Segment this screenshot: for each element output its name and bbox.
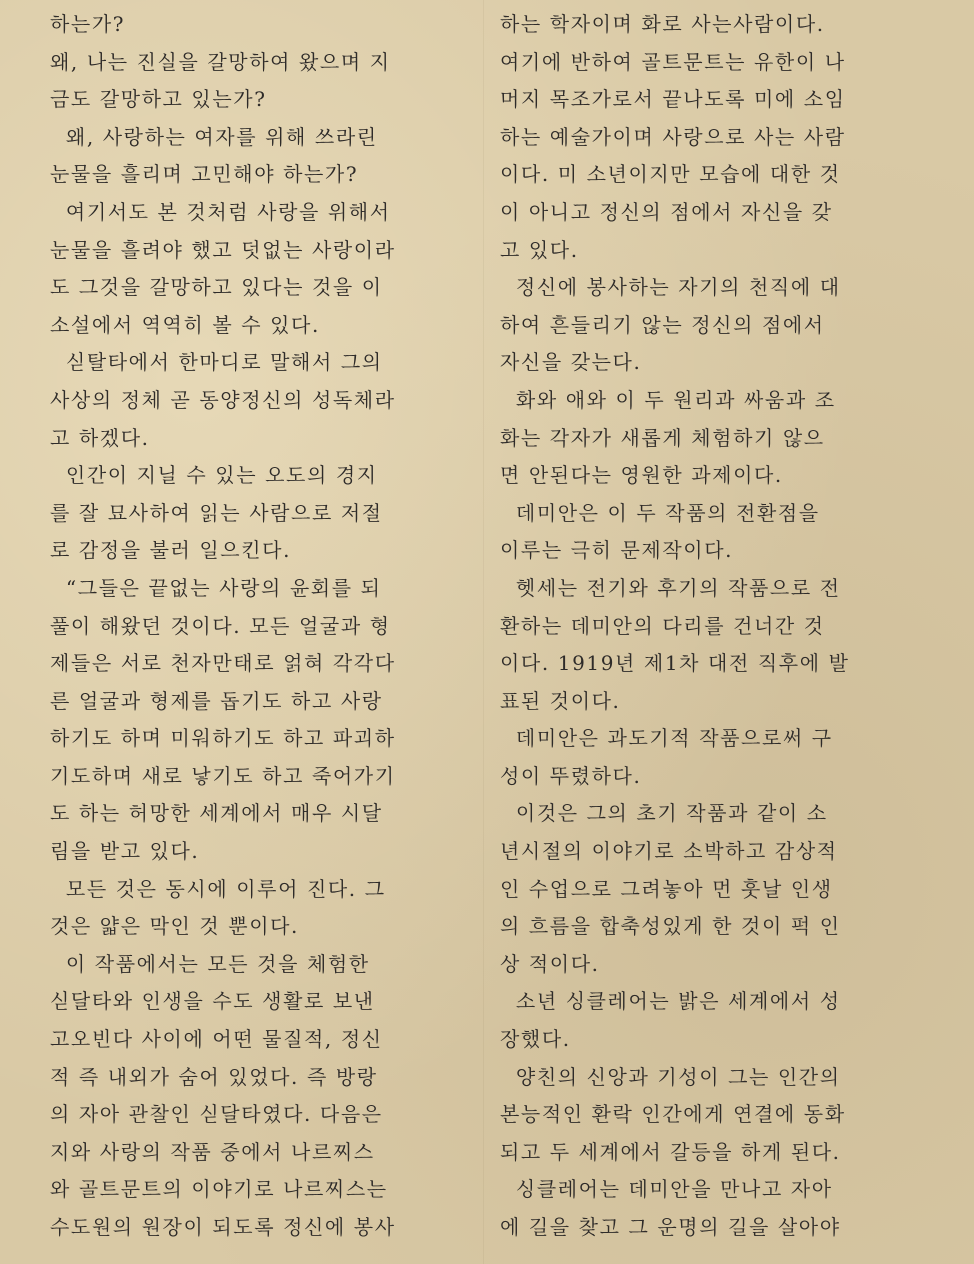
text-line: 이다. 미 소년이지만 모습에 대한 것 [500, 162, 841, 187]
text-line: 이루는 극히 문제작이다. [500, 538, 734, 563]
text-line: 여기서도 본 것처럼 사랑을 위해서 [50, 199, 391, 224]
text-line: 년시절의 이야기로 소박하고 감상적 [500, 839, 838, 864]
text-line: 데미안은 과도기적 작품으로써 구 [500, 726, 833, 751]
text-line: 면 안된다는 영원한 과제이다. [500, 463, 783, 488]
text-line: 표된 것이다. [500, 688, 621, 713]
text-line: 소년 싱클레어는 밝은 세계에서 성 [500, 989, 841, 1014]
text-line: 하여 흔들리기 않는 정신의 점에서 [500, 312, 825, 337]
text-line: 싱클레어는 데미안을 만나고 자아 [500, 1177, 833, 1202]
text-line: 이 아니고 정신의 점에서 자신을 갖 [500, 199, 833, 224]
text-line: 상 적이다. [500, 951, 600, 976]
text-line: 림을 받고 있다. [50, 839, 200, 864]
text-line: 하기도 하며 미워하기도 하고 파괴하 [50, 726, 396, 751]
text-line: 를 잘 묘사하여 읽는 사람으로 저절 [50, 500, 383, 525]
text-line: 눈물을 흘리며 고민해야 하는가? [50, 162, 359, 187]
text-line: 모든 것은 동시에 이루어 진다. 그 [50, 876, 386, 901]
text-line: 헷세는 전기와 후기의 작품으로 전 [500, 575, 841, 600]
text-line: 본능적인 환락 인간에게 연결에 동화 [500, 1102, 846, 1127]
text-line: 도 그것을 갈망하고 있다는 것을 이 [50, 275, 383, 300]
text-line: 로 감정을 불러 일으킨다. [50, 538, 292, 563]
text-line: 고 있다. [500, 237, 579, 262]
text-line: 환하는 데미안의 다리를 건너간 것 [500, 613, 825, 638]
text-line: 이 작품에서는 모든 것을 체험한 [50, 951, 370, 976]
text-line: 데미안은 이 두 작품의 전환점을 [500, 500, 820, 525]
column-gutter [483, 0, 484, 1264]
text-line: 양친의 신앙과 기성이 그는 인간의 [500, 1064, 841, 1089]
text-line: 의 흐름을 합축성있게 한 것이 퍽 인 [500, 914, 841, 939]
text-line: 에 길을 찾고 그 운명의 길을 살아야 [500, 1215, 841, 1239]
right-text-column [500, 6, 930, 1247]
text-line: 른 얼굴과 형제를 돕기도 하고 사랑 [50, 688, 383, 713]
text-line: 지와 사랑의 작품 중에서 나르찌스 [50, 1139, 375, 1164]
text-line: “그들은 끝없는 사랑의 윤회를 되 [50, 575, 382, 600]
text-line: 하는 학자이며 화로 사는사람이다. [500, 12, 825, 36]
text-line: 적 즉 내외가 숨어 있었다. 즉 방랑 [50, 1064, 378, 1089]
text-line: 고오빈다 사이에 어떤 물질적, 정신 [50, 1027, 383, 1052]
text-line: 화는 각자가 새롭게 체험하기 않으 [500, 425, 825, 450]
text-line: 성이 뚜렸하다. [500, 763, 642, 788]
text-line: 제들은 서로 천자만태로 얽혀 각각다 [50, 651, 396, 676]
text-line: 풀이 해왔던 것이다. 모든 얼굴과 형 [50, 613, 391, 638]
text-line: 장했다. [500, 1027, 571, 1052]
text-line: 와 골트문트의 이야기로 나르찌스는 [50, 1177, 388, 1202]
text-line: 수도원의 원장이 되도록 정신에 봉사 [50, 1215, 396, 1239]
text-line: 하는 예술가이며 사랑으로 사는 사람 [500, 124, 846, 149]
text-line: 정신에 봉사하는 자기의 천직에 대 [500, 275, 841, 300]
text-line: 눈물을 흘려야 했고 덧없는 사랑이라 [50, 237, 396, 262]
text-line: 소설에서 역역히 볼 수 있다. [50, 312, 320, 337]
text-line: 싣탈타에서 한마디로 말해서 그의 [50, 350, 383, 375]
text-line: 이다. 1919년 제1차 대전 직후에 발 [500, 651, 850, 676]
text-line: 사상의 정체 곧 동양정신의 성독체라 [50, 387, 396, 412]
text-line: 도 하는 허망한 세계에서 매우 시달 [50, 801, 383, 826]
text-line: 이것은 그의 초기 작품과 같이 소 [500, 801, 828, 826]
text-line: 왜, 나는 진실을 갈망하여 왔으며 지 [50, 49, 391, 74]
text-line: 머지 목조가로서 끝나도록 미에 소임 [500, 87, 846, 112]
text-line: 금도 갈망하고 있는가? [50, 87, 267, 112]
text-line: 싣달타와 인생을 수도 생활로 보낸 [50, 989, 375, 1014]
text-line: 자신을 갖는다. [500, 350, 642, 375]
text-line: 되고 두 세계에서 갈등을 하게 된다. [500, 1139, 841, 1164]
text-line: 왜, 사랑하는 여자를 위해 쓰라린 [50, 124, 378, 149]
text-line: 여기에 반하여 골트문트는 유한이 나 [500, 49, 846, 74]
text-line: 의 자아 관찰인 싣달타였다. 다음은 [50, 1102, 383, 1127]
left-text-column [50, 6, 480, 1247]
text-line: 인간이 지닐 수 있는 오도의 경지 [50, 463, 378, 488]
text-line: 화와 애와 이 두 원리과 싸움과 조 [500, 387, 836, 412]
text-line: 것은 얇은 막인 것 뿐이다. [50, 914, 299, 939]
text-line: 인 수업으로 그려놓아 먼 훗날 인생 [500, 876, 833, 901]
text-line: 하는가? [50, 12, 126, 36]
text-line: 고 하겠다. [50, 425, 150, 450]
text-line: 기도하며 새로 낳기도 하고 죽어가기 [50, 763, 396, 788]
